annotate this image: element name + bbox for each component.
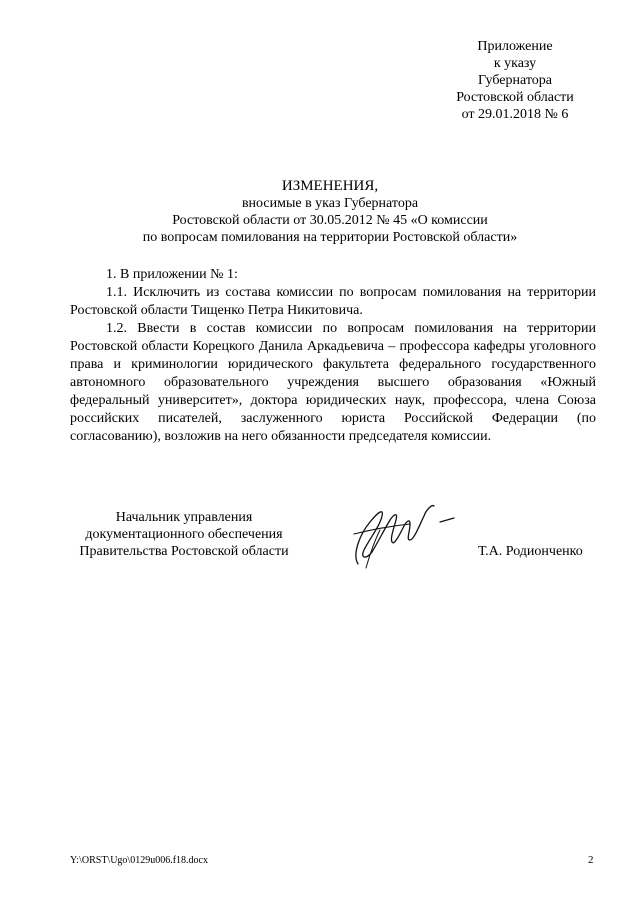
appendix-line: к указу <box>493 56 537 71</box>
appendix-line: Ростовской области <box>456 90 574 105</box>
appendix-line: Губернатора <box>477 73 553 88</box>
file-path: Y:\ORST\Ugo\0129u006.f18.docx <box>70 855 208 866</box>
page-number: 2 <box>588 854 594 866</box>
document-title <box>70 178 590 246</box>
title-line: Ростовской области от 30.05.2012 № 45 «О комиссии <box>172 213 488 228</box>
appendix-reference <box>400 38 630 123</box>
paragraph-1-1: 1.1. Исключить из состава комиссии по вопросам помилования на территории Ростовской области Тищенко Петра Никитовича. <box>70 285 596 318</box>
signatory-line: Правительства Ростовской области <box>79 544 289 559</box>
handwritten-signature <box>340 494 460 574</box>
signatory-line: документационного обеспечения <box>85 527 283 542</box>
appendix-line: Приложение <box>477 39 553 54</box>
title-heading: ИЗМЕНЕНИЯ, <box>281 178 379 194</box>
paragraph-1: 1. В приложении № 1: <box>106 267 238 282</box>
paragraph-1-2: 1.2. Ввести в состав комиссии по вопросам помилования на территории Ростовской области Корецкого Данила Аркадьевича – профессора кафедры уголовного права и криминологии юридического факультета федерального государственного автономного образовательного учреждения высшего образования «Южный федеральный университет», доктора юридических наук, профессора, члена Союза российских писателей, заслуженного юриста Российской Федерации (по согласованию), возложив на него обязанности председателя комиссии. <box>70 321 596 444</box>
document-body <box>70 266 596 446</box>
title-line: вносимые в указ Губернатора <box>241 196 419 211</box>
title-line: по вопросам помилования на территории Ростовской области» <box>142 230 518 245</box>
signatory-position <box>64 509 304 560</box>
appendix-line: от 29.01.2018 № 6 <box>461 107 569 122</box>
signer-name: Т.А. Родионченко <box>478 544 583 559</box>
signatory-line: Начальник управления <box>115 510 253 525</box>
